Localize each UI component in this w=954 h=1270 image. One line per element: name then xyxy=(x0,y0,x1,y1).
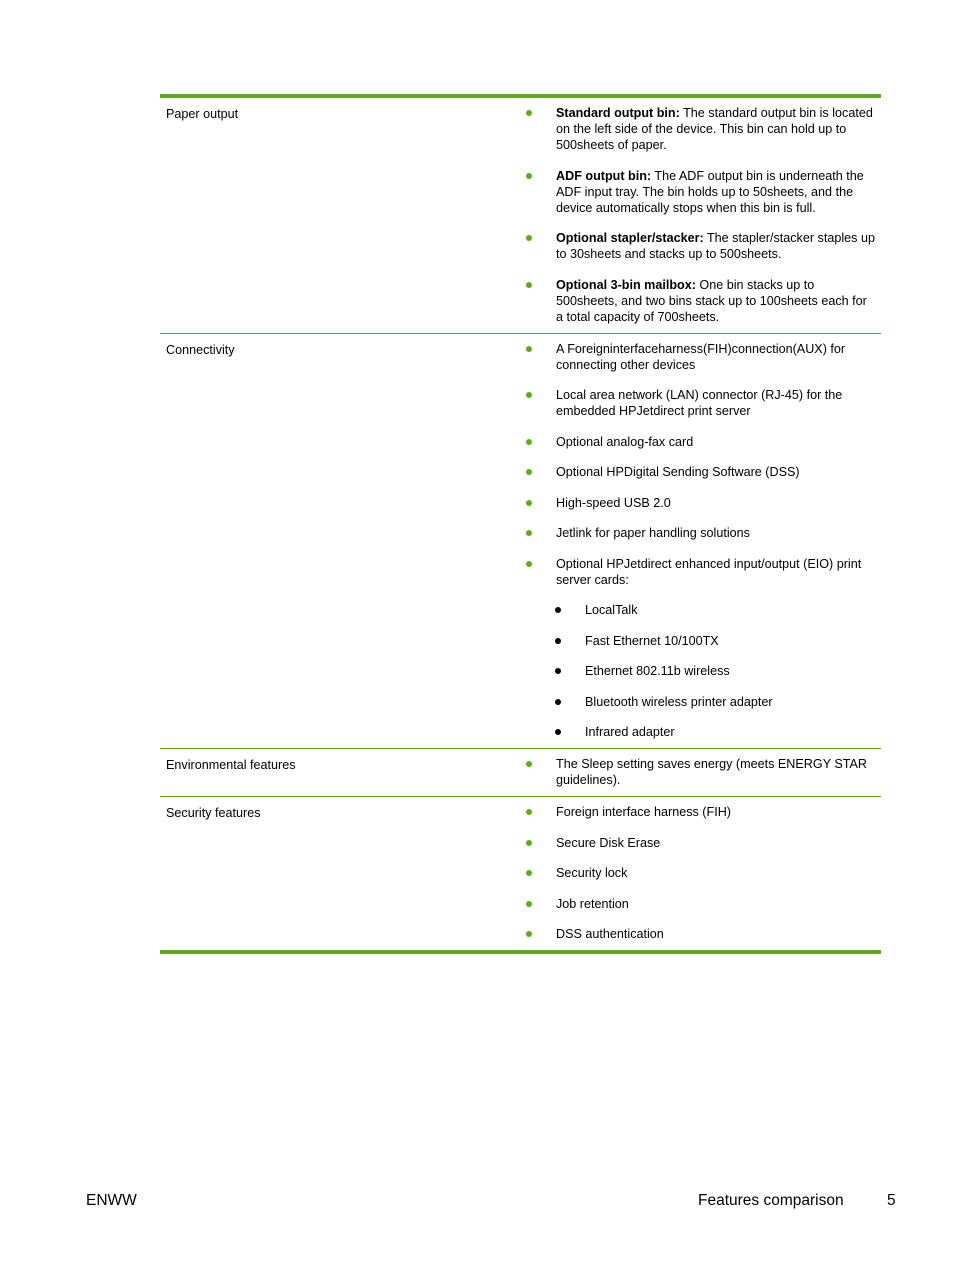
row-label: Connectivity xyxy=(166,342,235,357)
sub-list-item xyxy=(542,633,881,649)
bullet-icon xyxy=(526,530,532,536)
bullet-icon xyxy=(526,469,532,475)
sub-bullet-icon xyxy=(555,729,561,735)
item-text: Jetlink for paper handling solutions xyxy=(556,526,750,540)
table-row xyxy=(160,796,881,950)
list-item xyxy=(513,341,881,373)
sub-list-item xyxy=(542,602,881,618)
list-item xyxy=(513,896,881,912)
sub-bullet-icon xyxy=(555,699,561,705)
sub-list-item xyxy=(542,724,881,740)
item-term: Optional stapler/stacker: xyxy=(556,231,704,245)
item-text: The standard output bin is located on the left side of the device. This bin can hold up to 500sheets of paper. xyxy=(556,106,873,152)
list-item xyxy=(513,926,881,942)
item-text: LocalTalk xyxy=(585,603,638,617)
sub-list-item xyxy=(542,694,881,710)
bullet-icon xyxy=(526,901,532,907)
bullet-list xyxy=(513,341,881,741)
row-content xyxy=(513,98,881,333)
item-text: A Foreigninterfaceharness(FIH)connection(AUX) for connecting other devices xyxy=(556,341,846,372)
item-text: The Sleep setting saves energy (meets ENERGY STAR guidelines). xyxy=(556,757,868,787)
bullet-icon xyxy=(526,282,532,288)
list-item xyxy=(513,865,881,881)
bullet-icon xyxy=(526,809,532,815)
table-row xyxy=(160,748,881,796)
bullet-list xyxy=(513,804,881,942)
row-label: Paper output xyxy=(166,107,239,121)
row-content xyxy=(513,334,881,749)
item-text: Optional HPJetdirect enhanced input/output (EIO) print server cards: xyxy=(556,556,862,587)
item-term: Optional 3-bin mailbox: xyxy=(556,277,696,292)
list-item xyxy=(513,387,881,419)
bullet-icon xyxy=(526,870,532,876)
row-label: Environmental features xyxy=(166,758,296,772)
footer-section-title: Features comparison xyxy=(698,1192,844,1209)
list-item xyxy=(513,434,881,450)
bullet-list xyxy=(513,756,881,788)
item-text: The stapler/stacker staples up to 30sheets and stacks up to 500sheets. xyxy=(556,231,875,261)
list-item xyxy=(513,804,881,820)
item-text: DSS authentication xyxy=(556,927,664,941)
sub-bullet-icon xyxy=(555,638,561,644)
list-item xyxy=(513,105,881,153)
item-text: Foreign interface harness (FIH) xyxy=(556,805,731,819)
list-item xyxy=(513,230,881,262)
page-number: 5 xyxy=(887,1192,896,1209)
features-table xyxy=(160,94,881,954)
item-text: Optional analog-fax card xyxy=(556,434,694,449)
bullet-icon xyxy=(526,439,532,445)
item-term: ADF output bin: xyxy=(556,168,652,183)
bullet-list xyxy=(513,105,881,325)
sub-list-item xyxy=(542,663,881,679)
list-item xyxy=(513,556,881,588)
bullet-icon xyxy=(526,761,532,767)
item-text: Optional HPDigital Sending Software (DSS) xyxy=(556,465,800,479)
list-item xyxy=(513,464,881,480)
list-item xyxy=(513,835,881,851)
row-content xyxy=(513,749,881,796)
list-item xyxy=(513,277,881,325)
list-item xyxy=(513,495,881,511)
item-term: Standard output bin: xyxy=(556,106,680,120)
bullet-icon xyxy=(526,931,532,937)
row-content xyxy=(513,797,881,950)
sub-bullet-icon xyxy=(555,668,561,674)
bullet-icon xyxy=(526,110,532,116)
item-text: The ADF output bin is underneath the ADF input tray. The bin holds up to 50sheets, and the device automatically stops when this bin is full. xyxy=(556,168,864,215)
item-text: High-speed USB 2.0 xyxy=(556,495,671,510)
footer-doc-code: ENWW xyxy=(86,1192,137,1209)
bullet-icon xyxy=(526,561,532,567)
item-text: Local area network (LAN) connector (RJ-45) for the embedded HPJetdirect print server xyxy=(556,388,843,418)
list-item xyxy=(513,756,881,788)
bullet-icon xyxy=(526,392,532,398)
row-label: Security features xyxy=(166,806,261,820)
bullet-icon xyxy=(526,346,532,352)
table-row xyxy=(160,333,881,749)
item-text: Secure Disk Erase xyxy=(556,835,661,850)
list-item xyxy=(513,525,881,541)
item-text: Security lock xyxy=(556,866,628,880)
item-text: Ethernet 802.11b wireless xyxy=(585,664,730,678)
bullet-icon xyxy=(526,235,532,241)
table-row xyxy=(160,98,881,333)
bullet-icon xyxy=(526,500,532,506)
item-text: Bluetooth wireless printer adapter xyxy=(585,694,773,709)
list-item xyxy=(513,168,881,216)
sub-bullet-icon xyxy=(555,607,561,613)
item-text: Job retention xyxy=(556,896,629,911)
bullet-icon xyxy=(526,840,532,846)
item-text: One bin stacks up to 500sheets, and two bins stack up to 100sheets each for a total capacity of 700sheets. xyxy=(556,277,867,324)
item-text: Fast Ethernet 10/100TX xyxy=(585,633,719,648)
bullet-icon xyxy=(526,173,532,179)
item-text: Infrared adapter xyxy=(585,725,675,739)
